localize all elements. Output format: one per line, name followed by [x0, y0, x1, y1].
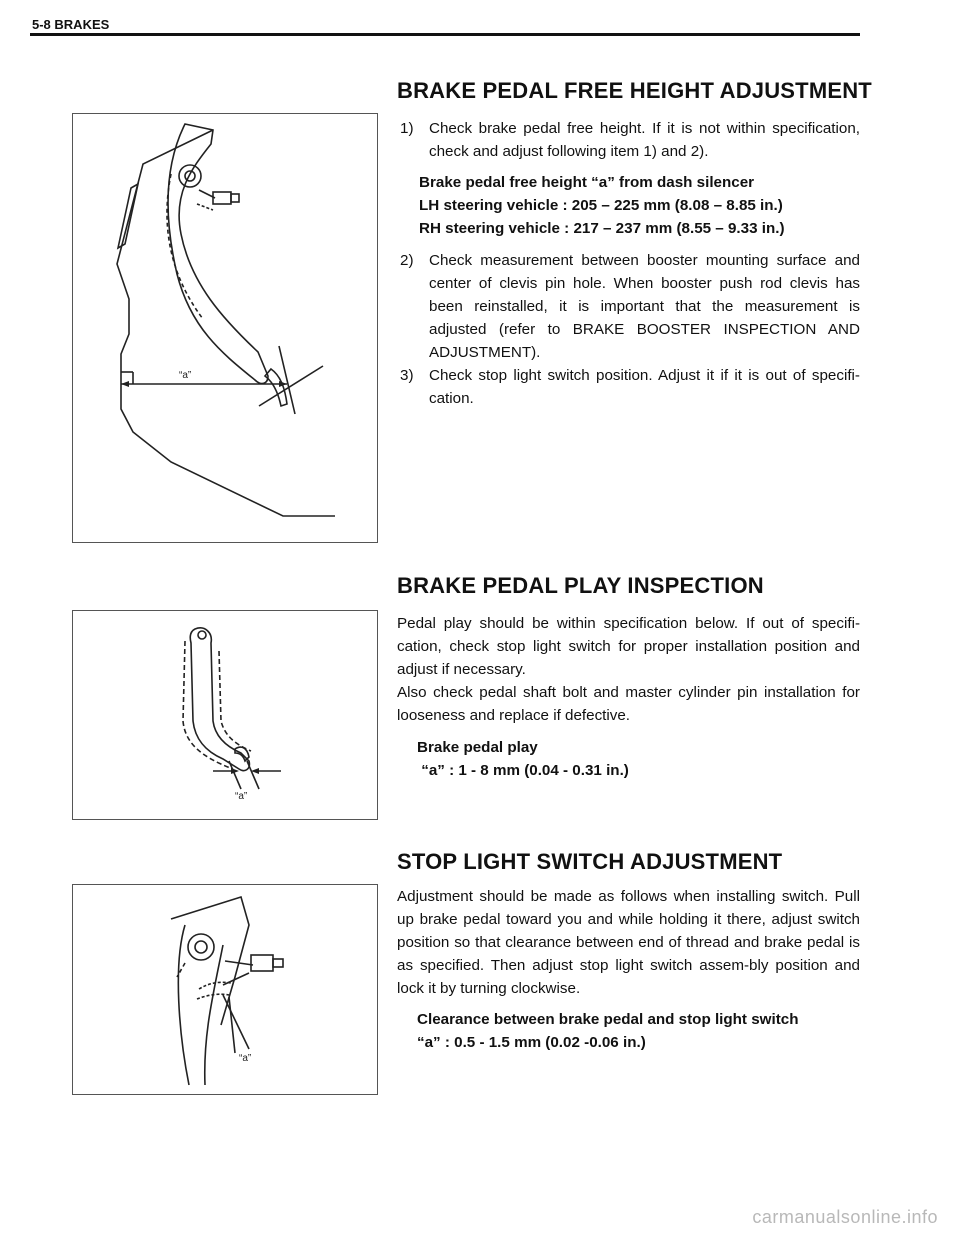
figure-stop-light	[72, 884, 378, 1095]
step-2	[397, 249, 860, 364]
paragraph: Adjustment should be made as follows when installing switch. Pull up brake pedal toward you and while holding it there, adjust switch position so that clearance between end of thread and brake pedal is as specified. Then adjust stop light switch assem-bly position and lock it by turning clockwise.	[397, 888, 860, 997]
section-body-stop-light	[397, 885, 860, 1054]
spec-line: LH steering vehicle : 205 – 225 mm (8.08 – 8.85 in.)	[419, 197, 783, 214]
stop-light-switch-illustration	[73, 885, 377, 1094]
header-rule	[30, 33, 860, 36]
page-header: 5-8 BRAKES	[32, 17, 110, 32]
spec-line: Brake pedal free height “a” from dash silencer	[419, 174, 755, 191]
step-number: 2)	[400, 252, 414, 269]
pedal-play-illustration	[73, 611, 377, 819]
pedal-free-height-illustration	[73, 114, 377, 542]
spec-free-height	[419, 171, 860, 240]
figure-label-a: “a”	[235, 791, 248, 802]
spec-line: “a” : 0.5 - 1.5 mm (0.02 -0.06 in.)	[417, 1034, 646, 1051]
step-3	[397, 364, 860, 410]
figure-label-a: “a”	[239, 1053, 252, 1064]
step-text: Check stop light switch position. Adjust it if it is out of specifi-cation.	[429, 367, 860, 407]
section-body-free-height	[397, 117, 860, 410]
paragraph: Also check pedal shaft bolt and master cylinder pin installation for looseness and replace if defective.	[397, 684, 860, 724]
step-number: 1)	[400, 120, 414, 137]
step-text: Check brake pedal free height. If it is not within specification, check and adjust following item 1) and 2).	[429, 120, 860, 160]
watermark: carmanualsonline.info	[752, 1207, 938, 1227]
section-title-free-height: BRAKE PEDAL FREE HEIGHT ADJUSTMENT	[397, 78, 872, 103]
step-number: 3)	[400, 367, 414, 384]
section-body-pedal-play	[397, 612, 860, 782]
spec-line: “a” : 1 - 8 mm (0.04 - 0.31 in.)	[417, 762, 629, 779]
spec-pedal-play	[417, 736, 860, 782]
step-1	[397, 117, 860, 163]
figure-pedal-play	[72, 610, 378, 820]
spec-line: RH steering vehicle : 217 – 237 mm (8.55 – 9.33 in.)	[419, 220, 785, 237]
spec-line: Clearance between brake pedal and stop light switch	[417, 1011, 799, 1028]
paragraph: Pedal play should be within specification below. If out of specifi-cation, check stop light switch for proper installation position and adjust if necessary.	[397, 615, 860, 678]
section-title-pedal-play: BRAKE PEDAL PLAY INSPECTION	[397, 573, 764, 598]
section-title-stop-light: STOP LIGHT SWITCH ADJUSTMENT	[397, 849, 783, 874]
step-text: Check measurement between booster mounting surface and center of clevis pin hole. When booster push rod clevis has been reinstalled, it is important that the measurement is adjusted (refer to BRAKE BOOSTER INSPECTION AND ADJUSTMENT).	[429, 252, 860, 361]
figure-free-height	[72, 113, 378, 543]
spec-stop-light	[417, 1008, 860, 1054]
spec-line: Brake pedal play	[417, 739, 538, 756]
figure-label-a: “a”	[179, 370, 192, 381]
